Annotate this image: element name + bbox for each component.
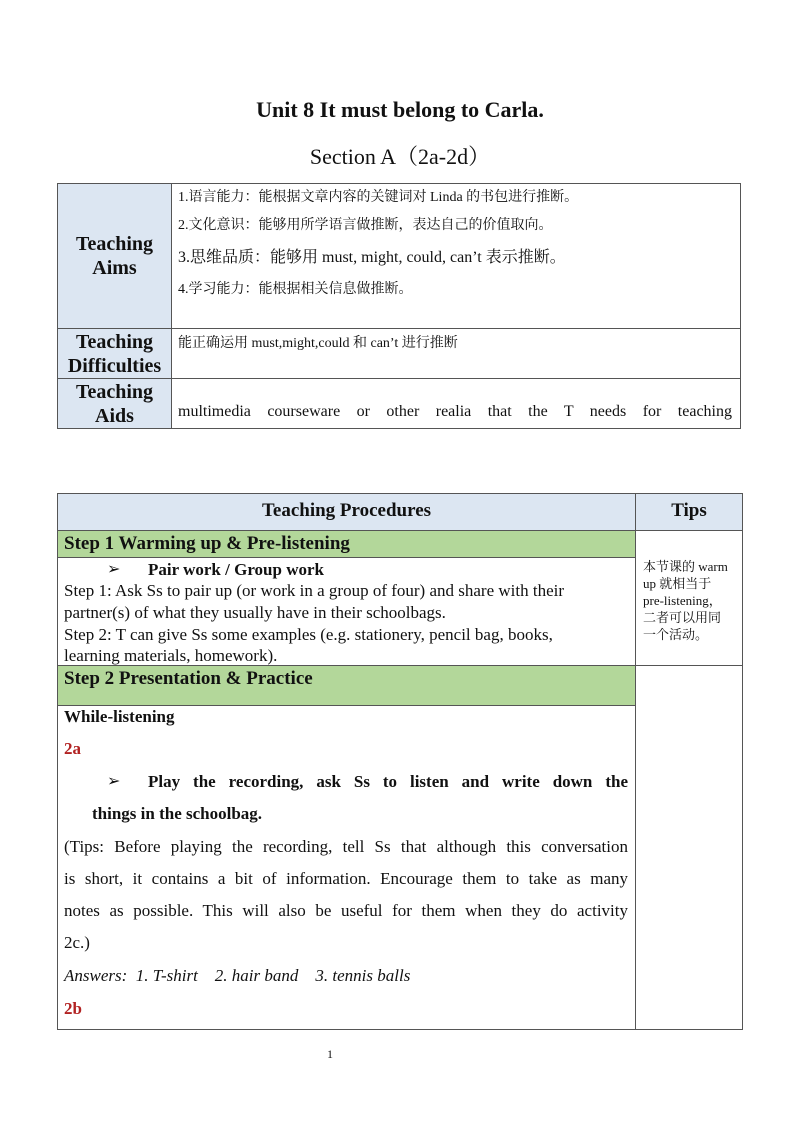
difficulties-text: 能正确运用 must,might,could 和 can’t 进行推断 <box>178 336 458 351</box>
2a-tips-line-2: is short, it contains a bit of information. Encourage them to take as many <box>64 869 628 888</box>
2a-bullet-line-2: things in the schoolbag. <box>92 804 263 823</box>
2a-tips-line-4: 2c.) <box>64 933 90 952</box>
activity-2a-label: 2a <box>64 739 81 758</box>
tips-header: Tips <box>671 500 707 521</box>
step2-tips-cell <box>635 665 743 1030</box>
tip-line: 二者可以用同 <box>643 610 722 625</box>
tip-line: 本节课的 warm <box>643 559 728 574</box>
aims-label: Teaching Aims <box>75 233 154 279</box>
arrow-bullet-icon: ➢ <box>107 561 121 578</box>
step1-line-4: learning materials, homework). <box>64 646 278 665</box>
while-listening-label: While-listening <box>64 707 175 726</box>
aims-label-cell <box>57 183 172 329</box>
aids-text: multimedia courseware or other realia that the T needs for teaching <box>178 403 732 420</box>
aim-line-3: 3.思维品质：能够用 must, might, could, can’t 表示推断。 <box>178 249 566 266</box>
aids-label: Teaching Aids <box>75 380 154 427</box>
page-subtitle: Section A（2a-2d） <box>309 144 491 169</box>
aim-line-1: 1.语言能力：能根据文章内容的关键词对 Linda 的书包进行推断。 <box>178 190 579 205</box>
aim-line-2: 2.文化意识：能够用所学语言做推断，表达自己的价值取向。 <box>178 218 553 233</box>
difficulties-label-cell <box>57 328 172 379</box>
difficulties-label: Teaching Difficulties <box>67 330 162 377</box>
page-number: 1 <box>327 1047 333 1061</box>
step1-line-2: partner(s) of what they usually have in their schoolbags. <box>64 603 446 622</box>
aids-label-cell <box>57 378 172 429</box>
tip-line: pre-listening， <box>643 593 722 608</box>
2a-answers: Answers: 1. T-shirt 2. hair band 3. tennis balls <box>64 966 411 985</box>
aim-line-4: 4.学习能力：能根据相关信息做推断。 <box>178 282 413 297</box>
step1-line-3: Step 2: T can give Ss some examples (e.g. stationery, pencil bag, books, <box>64 625 553 644</box>
step1-tips <box>643 558 728 643</box>
2a-tips-line-3: notes as possible. This will also be useful for them when they do activity <box>64 901 628 920</box>
step1-bullet: Pair work / Group work <box>148 560 324 579</box>
2a-bullet-line-1: Play the recording, ask Ss to listen and write down the <box>148 772 628 791</box>
arrow-bullet-icon: ➢ <box>107 773 121 790</box>
tip-line: 一个活动。 <box>643 627 709 642</box>
2a-tips-line-1: (Tips: Before playing the recording, tell Ss that although this conversation <box>64 837 628 856</box>
step1-title: Step 1 Warming up & Pre-listening <box>64 533 350 554</box>
step2-title: Step 2 Presentation & Practice <box>64 668 313 689</box>
step1-line-1: Step 1: Ask Ss to pair up (or work in a group of four) and share with their <box>64 581 564 600</box>
activity-2b-label: 2b <box>64 999 82 1018</box>
tip-line: up 就相当于 <box>643 576 712 591</box>
page-title: Unit 8 It must belong to Carla. <box>256 97 544 122</box>
procedures-header: Teaching Procedures <box>261 500 432 521</box>
